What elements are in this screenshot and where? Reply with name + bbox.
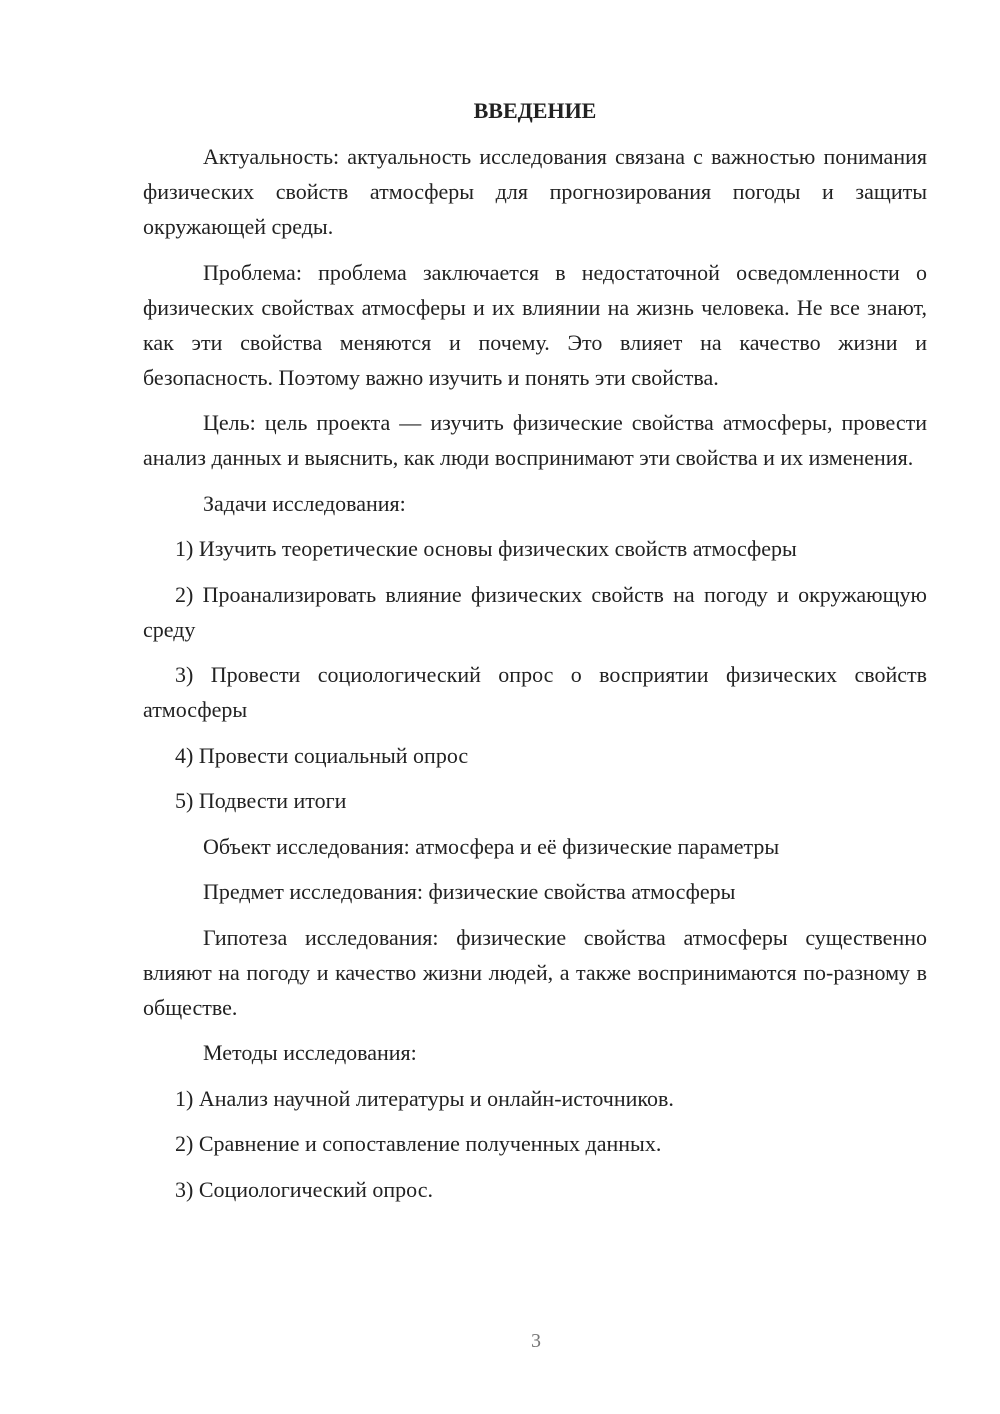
task-item: 3) Провести социологический опрос о восприятии физических свойств атмосферы (143, 662, 927, 722)
tasks-heading: Задачи исследования: (203, 490, 406, 516)
problem-paragraph: Проблема: проблема заключается в недостаточной осведомленности о физических свойствах атмосферы и их влиянии на жизнь человека. Не все знают, как эти свойства меняются и почему. Это влияет на качество жизни и безопасность. Поэтому важно изучить и понять эти свойства. (143, 259, 927, 390)
method-item: 3) Социологический опрос. (175, 1176, 433, 1202)
subject-paragraph: Предмет исследования: физические свойства атмосферы (203, 879, 736, 904)
task-item: 1) Изучить теоретические основы физических свойств атмосферы (175, 536, 797, 561)
method-item: 1) Анализ научной литературы и онлайн-источников. (175, 1085, 674, 1111)
hypothesis-paragraph: Гипотеза исследования: физические свойства атмосферы существенно влияют на погоду и качество жизни людей, а также воспринимаются по-разному в обществе. (143, 924, 927, 1020)
task-item: 4) Провести социальный опрос (175, 742, 469, 768)
method-item: 2) Сравнение и сопоставление полученных данных. (175, 1131, 662, 1156)
goal-paragraph: Цель: цель проекта — изучить физические свойства атмосферы, провести анализ данных и выяснить, как люди воспринимают эти свойства и их изменения. (143, 410, 927, 470)
task-item: 2) Проанализировать влияние физических свойств на погоду и окружающую среду (143, 581, 927, 642)
page-number: 3 (531, 1330, 541, 1352)
object-paragraph: Объект исследования: атмосфера и её физические параметры (203, 833, 780, 859)
methods-heading: Методы исследования: (203, 1040, 417, 1065)
task-item: 5) Подвести итоги (175, 788, 347, 813)
document-page (143, 93, 927, 1217)
relevance-paragraph: Актуальность: актуальность исследования связана с важностью понимания физических свойств атмосферы для прогнозирования погоды и защиты окружающей среды. (143, 144, 927, 239)
section-title: ВВЕДЕНИЕ (473, 98, 597, 123)
